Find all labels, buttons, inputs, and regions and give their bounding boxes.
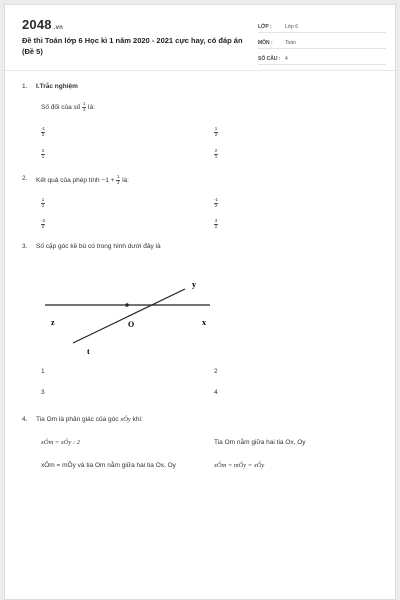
question-1-text: Số đối của số $\frac{1}{2}$ là: (41, 101, 95, 112)
q1-option-d[interactable]: $\frac{2}{1}$ (214, 148, 218, 159)
angle-figure (35, 265, 215, 355)
q1-option-a[interactable]: $\frac{-1}{2}$ (41, 126, 46, 137)
meta-row-class: LỚP : Lớp 6 (258, 19, 386, 33)
q4-option-d[interactable]: xÔm = mÔy = xÔy (214, 462, 265, 469)
q3-option-d[interactable]: 4 (214, 389, 218, 396)
q4-option-c[interactable]: xÔm = mÔy và tia Om nằm giữa hai tia Ox, Oy (41, 462, 176, 469)
section-heading: I.Trắc nghiệm (36, 83, 78, 90)
exam-sheet: 2048 .vn Đề thi Toán lớp 6 Học kì 1 năm 2020 - 2021 cực hay, có đáp án (Đề 5) LỚP : Lớp 6 MÔN : Toán SỐ CÂU : 4 1. I.Trắc nghiệm Số đối của số $\frac{1}{2}$ là: $\frac{-1}{2}$ $\frac{1}{2}$ $\frac{2}{1}$ $\frac{2}{1}$ 2. Kết quả của phép tính −1 + $\frac{1}{2}$ là: $\frac{1}{2}$ $\frac{-1}{2}$ $\frac{-3}{2}$ $\frac{3}{2}$ 3. Số cặp góc kề bù có trong hình dưới đây là y z O x t 1 2 3 4 4. Tia Om là phân giác của góc xÔy khi: xÔm = xÔy : 2 Tia Om nằm giữa hai tia Ox, Oy xÔm = mÔy và tia Om nằm giữa hai tia Ox, Oy xÔm = mÔy = xÔy (4, 4, 396, 600)
fraction: $\frac{1}{2}$ (116, 174, 120, 185)
q1-option-b[interactable]: $\frac{1}{2}$ (214, 126, 218, 137)
q3-option-b[interactable]: 2 (214, 368, 218, 375)
meta-row-subject: MÔN : Toán (258, 35, 386, 49)
exam-header (5, 5, 395, 71)
line-ty (73, 289, 185, 343)
q2-option-d[interactable]: $\frac{3}{2}$ (214, 218, 218, 229)
label-z: z (51, 318, 55, 327)
q4-option-b[interactable]: Tia Om nằm giữa hai tia Ox, Oy (214, 439, 306, 446)
q3-option-c[interactable]: 3 (41, 389, 45, 396)
q2-option-a[interactable]: $\frac{1}{2}$ (41, 197, 45, 208)
label-x: x (202, 318, 206, 327)
label-y: y (192, 280, 196, 289)
label-o: O (128, 320, 135, 329)
q4-option-a[interactable]: xÔm = xÔy : 2 (41, 439, 81, 446)
q3-option-a[interactable]: 1 (41, 368, 45, 375)
point-o (125, 303, 129, 307)
label-t: t (87, 347, 90, 355)
site-logo[interactable]: 2048 .vn (22, 17, 64, 32)
exam-meta (258, 19, 386, 67)
exam-title: Đề thi Toán lớp 6 Học kì 1 năm 2020 - 2021 cực hay, có đáp án (Đề 5) (22, 36, 243, 56)
q2-option-c[interactable]: $\frac{-3}{2}$ (41, 218, 46, 229)
fraction: $\frac{1}{2}$ (82, 101, 86, 112)
meta-row-count: SỐ CÂU : 4 (258, 51, 386, 65)
q2-option-b[interactable]: $\frac{-1}{2}$ (214, 197, 219, 208)
q1-option-c[interactable]: $\frac{2}{1}$ (41, 148, 45, 159)
